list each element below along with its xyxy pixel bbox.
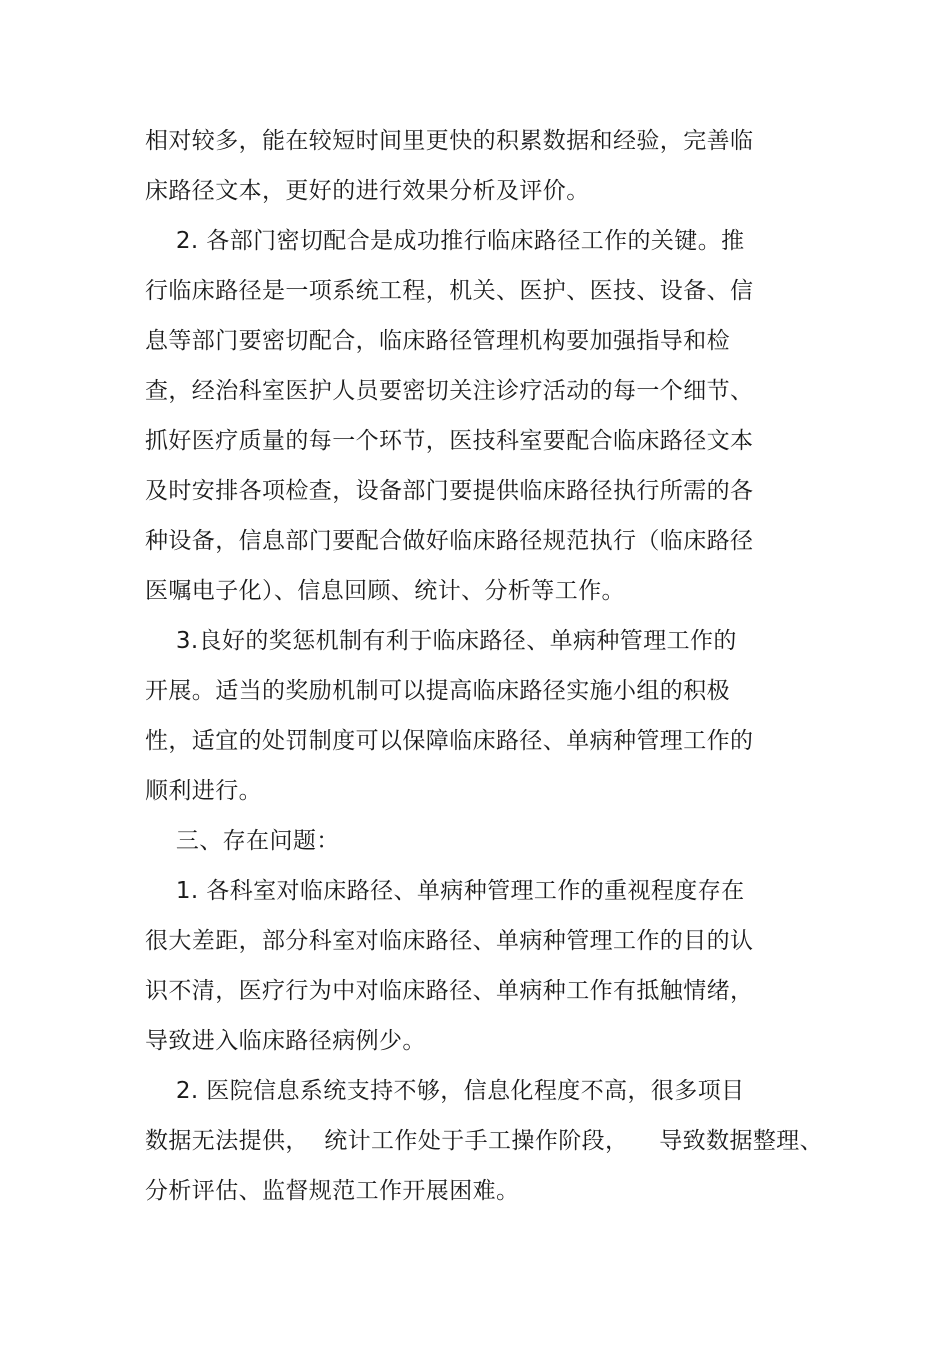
text-line: 床路径文本，更好的进行效果分析及评价。	[145, 178, 590, 204]
section-heading: 三、存在问题：	[145, 828, 340, 854]
text-line: 行临床路径是一项系统工程，机关、医护、医技、设备、信	[145, 278, 754, 304]
text-line: 开展。适当的奖励机制可以提高临床路径实施小组的积极	[145, 678, 730, 704]
text-line: 很大差距，部分科室对临床路径、单病种管理工作的目的认	[145, 928, 754, 954]
text-line: 及时安排各项检查，设备部门要提供临床路径执行所需的各	[145, 478, 754, 504]
text-line: 性，适宜的处罚制度可以保障临床路径、单病种管理工作的	[145, 728, 754, 754]
text-line: 数据无法提供， 统计工作处于手工操作阶段， 导致数据整理、	[145, 1128, 824, 1154]
text-line: 识不清，医疗行为中对临床路径、单病种工作有抵触情绪，	[145, 978, 754, 1004]
text-line: 顺利进行。	[145, 778, 262, 804]
text-line: 相对较多，能在较短时间里更快的积累数据和经验，完善临	[145, 128, 754, 154]
text-line: 2. 各部门密切配合是成功推行临床路径工作的关键。推	[145, 228, 745, 254]
text-line: 种设备，信息部门要配合做好临床路径规范执行（临床路径	[145, 528, 754, 554]
text-line: 查，经治科室医护人员要密切关注诊疗活动的每一个细节、	[145, 378, 754, 404]
text-line: 抓好医疗质量的每一个环节，医技科室要配合临床路径文本	[145, 428, 754, 454]
text-line: 分析评估、监督规范工作开展困难。	[145, 1178, 520, 1204]
text-line: 1. 各科室对临床路径、单病种管理工作的重视程度存在	[145, 878, 745, 904]
text-line: 2. 医院信息系统支持不够，信息化程度不高，很多项目	[145, 1078, 745, 1104]
text-line: 医嘱电子化）、信息回顾、统计、分析等工作。	[145, 578, 625, 604]
text-line: 导致进入临床路径病例少。	[145, 1028, 426, 1054]
text-line: 息等部门要密切配合，临床路径管理机构要加强指导和检	[145, 328, 730, 354]
text-line: 3.良好的奖惩机制有利于临床路径、单病种管理工作的	[145, 628, 737, 654]
